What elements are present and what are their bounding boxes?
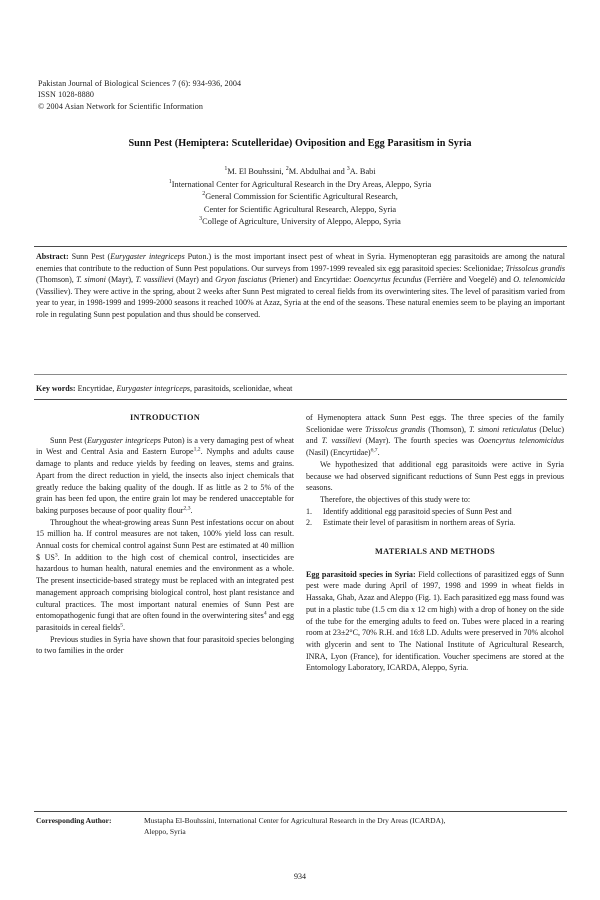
objective-text: Estimate their level of parasitism in northern areas of Syria.: [323, 518, 516, 528]
keywords-block: [36, 383, 565, 395]
introduction-paragraph-3-start: Previous studies in Syria have shown that four parasitoid species belonging to two families in the order: [36, 634, 294, 656]
corresponding-author-value: [144, 815, 569, 837]
corresponding-author-footer: [36, 815, 569, 837]
keywords-label: Key words:: [36, 384, 76, 393]
page-number: 934: [294, 872, 306, 881]
objective-number: 2.: [306, 518, 313, 528]
keywords-text: Encyrtidae, Eurygaster integriceps, parasitoids, scelionidae, wheat: [77, 384, 293, 393]
list-item: [306, 506, 564, 518]
materials-methods-heading: MATERIALS AND METHODS: [374, 547, 495, 557]
authors-affiliations-block: [30, 166, 570, 229]
author-list: $^1$M. El Bouhssini, $^2$M. Abdulhai and $^3$A. Babi: [224, 166, 376, 176]
journal-issn-line: ISSN 1028-8880: [38, 90, 95, 100]
introduction-paragraph-1: Sunn Pest (Eurygaster integriceps Puton) is a very damaging pest of wheat in West and Central Asia and Eastern Europe$^{1,2}$. Nymphs and adults cause damage to plants and reduce yields by feeding on leaves, stems and grains. Apart from the direct reduction in yield, the insects also inject chemicals that greatly reduce the baking quality of the dough. If as little as 2 to 5% of the grain has been fed upon, the entire grain lot may be rendered unacceptable for baking purposes because of poor quality flour$^{2,3}$.: [36, 435, 295, 515]
journal-citation-line: Pakistan Journal of Biological Sciences 7 (6): 934-936, 2004: [38, 79, 242, 88]
journal-copyright-line: © 2004 Asian Network for Scientific Information: [38, 101, 204, 111]
divider-above-abstract: [34, 246, 567, 247]
affiliation-line: [30, 216, 570, 229]
introduction-paragraph-4: We hypothesized that additional egg parasitoids were active in Syria because we had observed significant reductions of Sunn Pest eggs in previous seasons.: [306, 459, 564, 493]
abstract-block: [36, 251, 565, 320]
list-item: [306, 517, 564, 529]
affiliation-mark: 2: [202, 191, 206, 198]
objective-text: Identify additional egg parasitoid species of Sunn Pest and: [323, 506, 512, 516]
affiliation-line: [30, 179, 570, 192]
affiliation-text: General Commission for Scientific Agricultural Research,: [205, 192, 398, 202]
affiliation-line: [30, 204, 570, 217]
divider-below-keywords: [34, 399, 567, 400]
divider-above-footer: [34, 811, 567, 812]
introduction-objectives-lead: Therefore, the objectives of this study were to:: [320, 494, 471, 504]
author-mark-1: 1: [224, 166, 228, 173]
objective-number: 1.: [306, 506, 313, 516]
abstract-text: Sunn Pest (Eurygaster integriceps Puton.) is the most important insect pest of wheat in Syria. Hymenopteran egg parasitoids are among the natural enemies that contribute to the reduction of Sunn Pest populations. Our surveys from 1997-1999 revealed six egg parasitoid species: Scelionidae; Trissolcus grandis (Thomson), T. simoni (Mayr), T. vassilievi (Mayr) and Gryon fasciatus (Priener) and Encyrtidae: Ooencyrtus fecundus (Ferrière and Voegelé) and O. telenomicida (Vassiliev). They were active in the spring, about 2 weeks after Sunn Pest migrated to cereal fields from its overwintering sites. The level of parasitism varied from year to year, in 1998-1999 and 1999-2000 seasons it reached 100% at Azaz, Syria at the end of the seasons. These natural enemies seem to be playing an important role in regulating Sunn pest population and thus should be conserved.: [36, 252, 565, 319]
journal-header: [38, 78, 458, 112]
abstract-label: Abstract:: [36, 252, 69, 261]
corresponding-author-line-2: Aleppo, Syria: [144, 827, 186, 836]
objectives-list: [306, 506, 564, 529]
affiliation-text: International Center for Agricultural Research in the Dry Areas, Aleppo, Syria: [171, 179, 432, 189]
author-mark-2: 2: [285, 166, 289, 173]
materials-subheading: Egg parasitoid species in Syria:: [306, 569, 416, 579]
divider-below-abstract: [34, 374, 567, 375]
introduction-paragraph-2: Throughout the wheat-growing areas Sunn Pest infestations occur on about 15 million ha. If control measures are not taken, 100% yield loss can result. Annual costs for chemical control against Sunn Pest are estimated at 40 million $ US$^3$. In addition to the high cost of chemical control, insecticides are hazardous to human health, natural enemies and the environment as a whole. The present insecticide-based strategy must be replaced with an integrated pest management approach comprising biological control, host plant resistance and cultural practices. The most important natural enemies of Sunn Pest are entomopathogenic fungi that are often found in the overwintering sites$^4$ and egg parasitoids in cereal fields$^5$.: [36, 517, 294, 632]
affiliation-text: Center for Scientific Agricultural Research, Aleppo, Syria: [203, 204, 397, 214]
column-left: [36, 412, 294, 657]
author-mark-3: 3: [346, 166, 350, 173]
introduction-paragraph-3-continued: of Hymenoptera attack Sunn Pest eggs. The three species of the family Scelionidae were Trissolcus grandis (Thomson), T. simoni reticulatus (Deluc) and T. vassilievi (Mayr). The fourth species was Ooencyrtus telenomicidus (Nasil) (Encyrtidae)$^{6,7}$.: [306, 413, 564, 458]
affiliation-mark: 3: [199, 216, 203, 223]
corresponding-author-line-1: Mustapha El-Bouhssini, International Center for Agricultural Research in the Dry Areas (ICARDA),: [144, 816, 446, 825]
affiliation-text: College of Agriculture, University of Aleppo, Aleppo, Syria: [202, 217, 401, 227]
materials-methods-paragraph: [306, 569, 564, 674]
materials-text: Field collections of parasitized eggs of Sunn pest were made during April of 1997, 1998 and 1999 in wheat fields in Hassaka, Ghab, Azaz and Aleppo (Fig. 1). Each parasitized egg mass found was put in a plastic tube (1.5 cm dia x 12 cm high) with a drop of honey on the side of the tube for the emerging adults to feed on. Tubes were placed in a rearing room at 23±2°C, 70% R.H. and 16:8 LD. Adults were preserved in 70% alcohol with glycerin and sent to The National Institute of Agricultural Research, INRA, Lyon (France), for identification. Voucher specimens are stored at the Entomology Laboratory, ICARDA, Aleppo, Syria.: [306, 569, 565, 673]
affiliation-line: [30, 191, 570, 204]
corresponding-author-label: Corresponding Author:: [36, 816, 112, 825]
article-title: Sunn Pest (Hemiptera: Scutelleridae) Oviposition and Egg Parasitism in Syria: [128, 138, 472, 149]
column-right: [306, 412, 564, 674]
introduction-heading: INTRODUCTION: [130, 413, 200, 422]
affiliation-mark: 1: [168, 178, 172, 185]
